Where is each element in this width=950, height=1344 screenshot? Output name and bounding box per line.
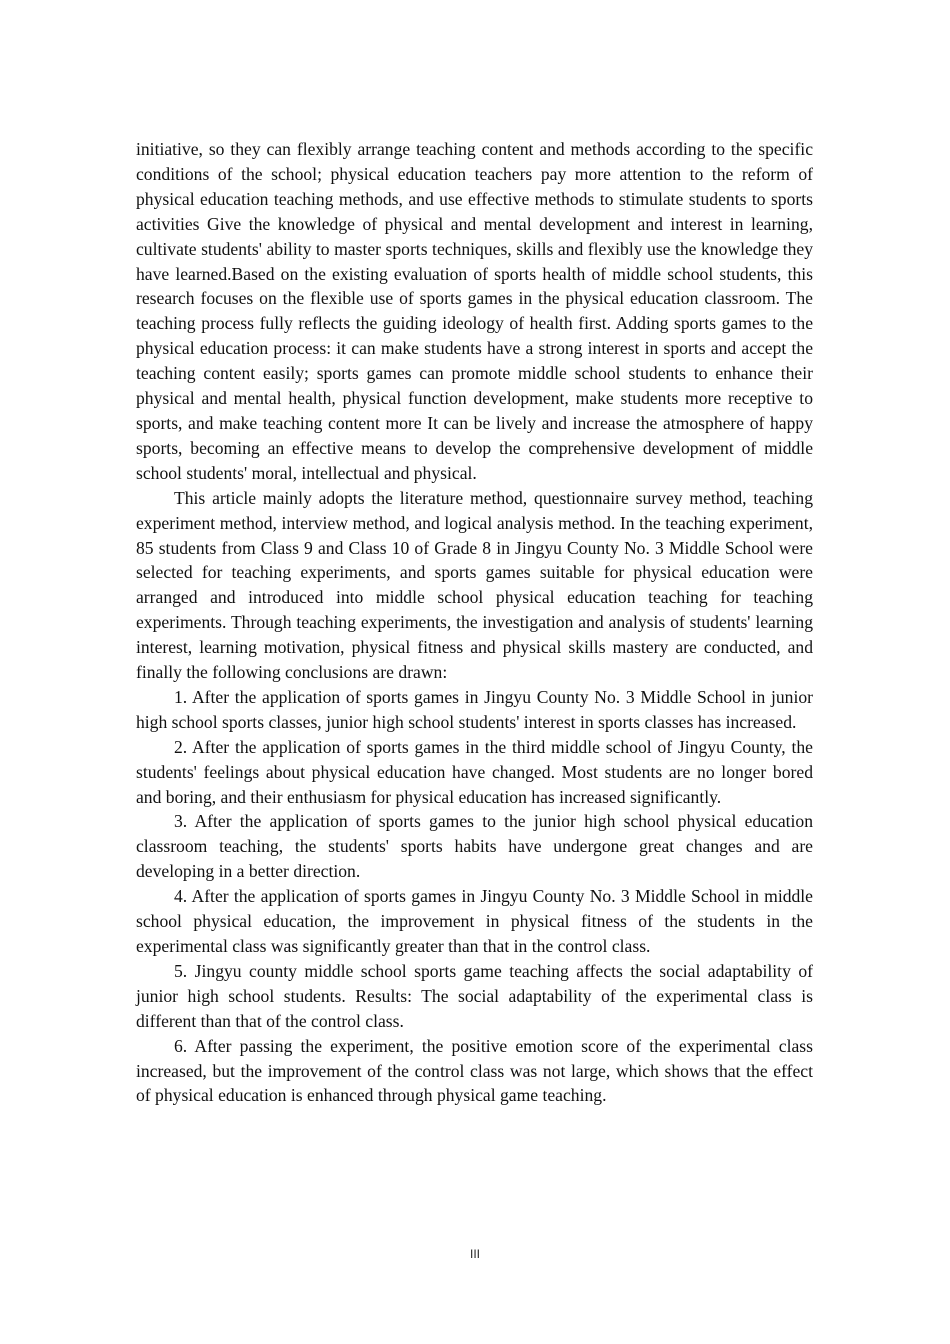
conclusion-item-6: 6. After passing the experiment, the positive emotion score of the experimental class increased, but the improvement of the control class was not large, which shows that the effect of physical education is enhanced through physical game teaching. — [136, 1035, 813, 1106]
paragraph-continuation: initiative, so they can flexibly arrange teaching content and methods according to the specific conditions of the school; physical education teachers pay more attention to the reform of physical education teaching methods, and use effective methods to stimulate students to sports activities Give the knowledge of physical and mental development and interest in learning, cultivate students' ability to master sports techniques, skills and flexibly use the knowledge they have learned.Based on the existing evaluation of sports health of middle school students, this research focuses on the flexible use of sports games in the physical education classroom. The teaching process fully reflects the guiding ideology of health first. Adding sports games to the physical education process: it can make students have a strong interest in sports and accept the teaching content easily; sports games can promote middle school students to enhance their physical and mental health, physical function development, make students more receptive to sports, and make teaching content more It can be lively and increase the atmosphere of happy sports, becoming an effective means to develop the comprehensive development of middle school students' moral, intellectual and physical. — [136, 139, 813, 483]
paragraph-methods: This article mainly adopts the literature method, questionnaire survey method, teaching experiment method, interview method, and logical analysis method. In the teaching experiment, 85 students from Class 9 and Class 10 of Grade 8 in Jingyu County No. 3 Middle School were selected for teaching experiments, and sports games suitable for physical education were arranged and introduced into middle school physical education teaching for teaching experiments. Through teaching experiments, the investigation and analysis of students' learning interest, learning motivation, physical fitness and physical skills mastery are conducted, and finally the following conclusions are drawn: — [136, 487, 813, 683]
conclusion-item-5: 5. Jingyu county middle school sports game teaching affects the social adaptability of junior high school students. Results: The social adaptability of the experimental class is different than that of the control class. — [136, 960, 813, 1031]
page-number: III — [469, 1247, 480, 1261]
conclusion-item-1: 1. After the application of sports games in Jingyu County No. 3 Middle School in junior high school sports classes, junior high school students' interest in sports classes has increased. — [136, 686, 813, 732]
conclusion-item-3: 3. After the application of sports games to the junior high school physical education classroom teaching, the students' sports habits have undergone great changes and are developing in a better direction. — [136, 811, 813, 882]
conclusion-item-2: 2. After the application of sports games in the third middle school of Jingyu County, the students' feelings about physical education have changed. Most students are no longer bored and boring, and their enthusiasm for physical education has increased significantly. — [136, 736, 813, 807]
conclusion-item-4: 4. After the application of sports games in Jingyu County No. 3 Middle School in middle school physical education, the improvement in physical fitness of the students in the experimental class was significantly greater than that in the control class. — [136, 886, 813, 956]
body-text — [136, 137, 813, 1108]
